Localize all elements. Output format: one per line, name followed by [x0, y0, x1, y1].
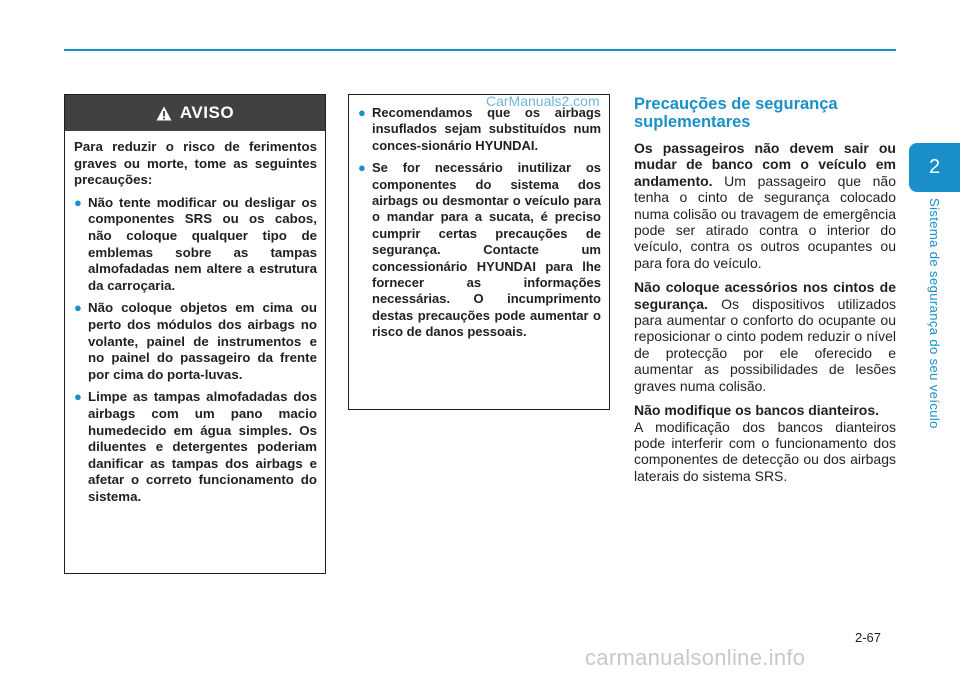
list-item: ● Se for necessário inutilizar os componentes do sistema dos airbags ou desmontar o veículo para o mandar para a sucata, é preciso cumprir certas precauções de segurança. Contacte um concessionário HYUNDAI para lhe fornecer as informações necessárias. O incumprimento destas precauções pode aumentar o risco de danos pessoais.: [358, 160, 601, 340]
warning-box-continued: [348, 94, 610, 410]
paragraph: Os passageiros não devem sair ou mudar de banco com o veículo em andamento. Um passageiro que não tenha o cinto de segurança colocado numa colisão ou travagem de emergência pode ser atirado contra o interior do veículo, contra os outros ocupantes ou para fora do veículo.: [634, 140, 896, 271]
section-title: Precauções de segurança suplementares: [634, 95, 838, 131]
page-number: 2-67: [855, 630, 882, 645]
warning-list-continued: [358, 105, 601, 341]
main-content: [634, 95, 896, 492]
warning-intro: Para reduzir o risco de ferimentos graves ou morte, tome as seguintes precauções:: [74, 139, 317, 188]
chapter-tab[interactable]: [909, 143, 960, 192]
list-item: ● Não coloque objetos em cima ou perto dos módulos dos airbags no volante, painel de instrumentos e no painel do passageiro da frente por cima do porta-luvas.: [74, 300, 317, 382]
paragraph: Não modifique os bancos dianteiros. A modificação dos bancos dianteiros pode interferir com o funcionamento dos componentes de detecção ou dos airbags laterais do sistema SRS.: [634, 402, 896, 484]
warning-list: [74, 195, 317, 506]
bullet-icon: ●: [74, 194, 82, 210]
watermark-top: CarManuals2.com: [486, 93, 600, 109]
warning-body: [65, 131, 325, 505]
warning-icon: [156, 106, 172, 121]
watermark-bottom: carmanualsonline.info: [585, 645, 806, 670]
warning-header: [65, 95, 325, 131]
bullet-icon: ●: [74, 389, 82, 405]
warning-body-continued: [349, 95, 609, 341]
warning-box: [64, 94, 326, 574]
list-item: ● Limpe as tampas almofadadas dos airbags com um pano macio humedecido em água simples. Os diluentes e detergentes poderiam danificar as tampas dos airbags e afetar o correto funcionamento do sistema.: [74, 389, 317, 504]
bullet-icon: ●: [358, 105, 366, 120]
paragraph: Não coloque acessórios nos cintos de segurança. Os dispositivos utilizados para aumentar o conforto do ocupante ou reposicionar o cinto podem reduzir o nível de protecção por ele oferecido e aumentar as possibilidades de lesões graves numa colisão.: [634, 279, 896, 394]
chapter-number: 2: [928, 156, 941, 178]
top-rule: [64, 49, 896, 51]
list-item: ● Recomendamos que os airbags insuflados sejam substituídos num conces-sionário HYUNDAI.: [358, 105, 601, 153]
warning-title: AVISO: [179, 103, 235, 122]
list-item: ● Não tente modificar ou desligar os componentes SRS ou os cabos, não coloque qualquer tipo de emblemas sobre as tampas almofadadas nem altere a estrutura da carroçaria.: [74, 194, 317, 293]
bullet-icon: ●: [74, 300, 82, 316]
chapter-title: Sistema de segurança do seu veículo: [927, 198, 942, 429]
bullet-icon: ●: [358, 160, 366, 176]
